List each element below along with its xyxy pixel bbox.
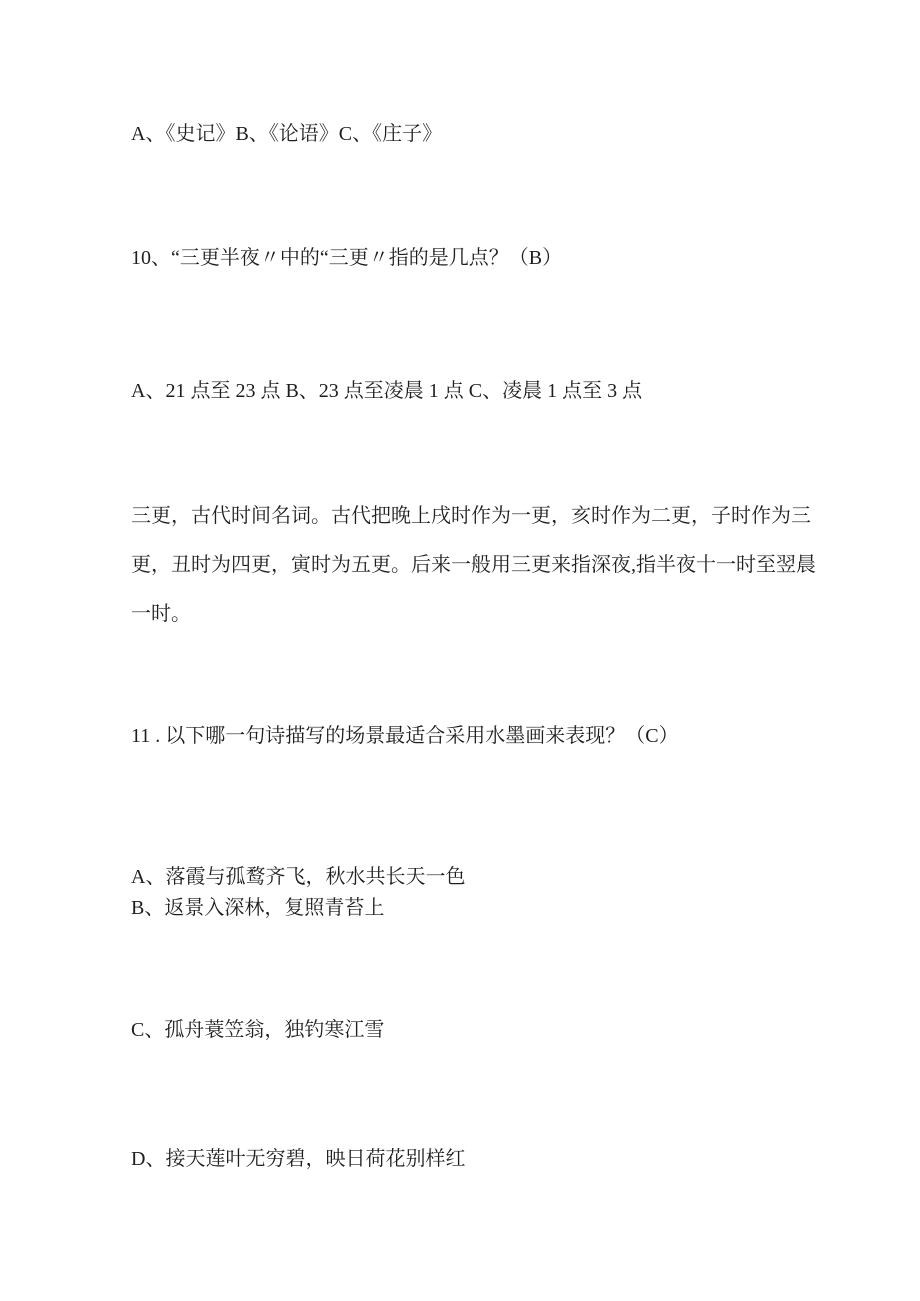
question11-option-a: A、落霞与孤鹜齐飞，秋水共长天一色: [131, 866, 466, 888]
question11-option-d: D、接天莲叶无穷碧，映日荷花别样红: [131, 1148, 466, 1170]
question10-explanation-line-2: 更，丑时为四更，寅时为五更。后来一般用三更来指深夜,指半夜十一时至翌晨: [131, 554, 816, 576]
question11-text: 11 . 以下哪一句诗描写的场景最适合采用水墨画来表现？（C）: [131, 725, 679, 747]
question10-explanation-line-1: 三更，古代时间名词。古代把晚上戌时作为一更，亥时作为二更，子时作为三: [131, 505, 811, 527]
question11-option-c: C、孤舟蓑笠翁，独钓寒江雪: [131, 1019, 385, 1041]
question10-text: 10、“三更半夜〃中的“三更〃指的是几点？（B）: [131, 247, 563, 269]
question11-option-b: B、返景入深林，复照青苔上: [131, 897, 385, 919]
question10-options-line: A、21 点至 23 点 B、23 点至凌晨 1 点 C、凌晨 1 点至 3 点: [131, 380, 643, 402]
question9-options-line: A、《史记》B、《论语》C、《庄子》: [131, 123, 443, 145]
question10-explanation-line-3: 一时。: [131, 603, 191, 625]
